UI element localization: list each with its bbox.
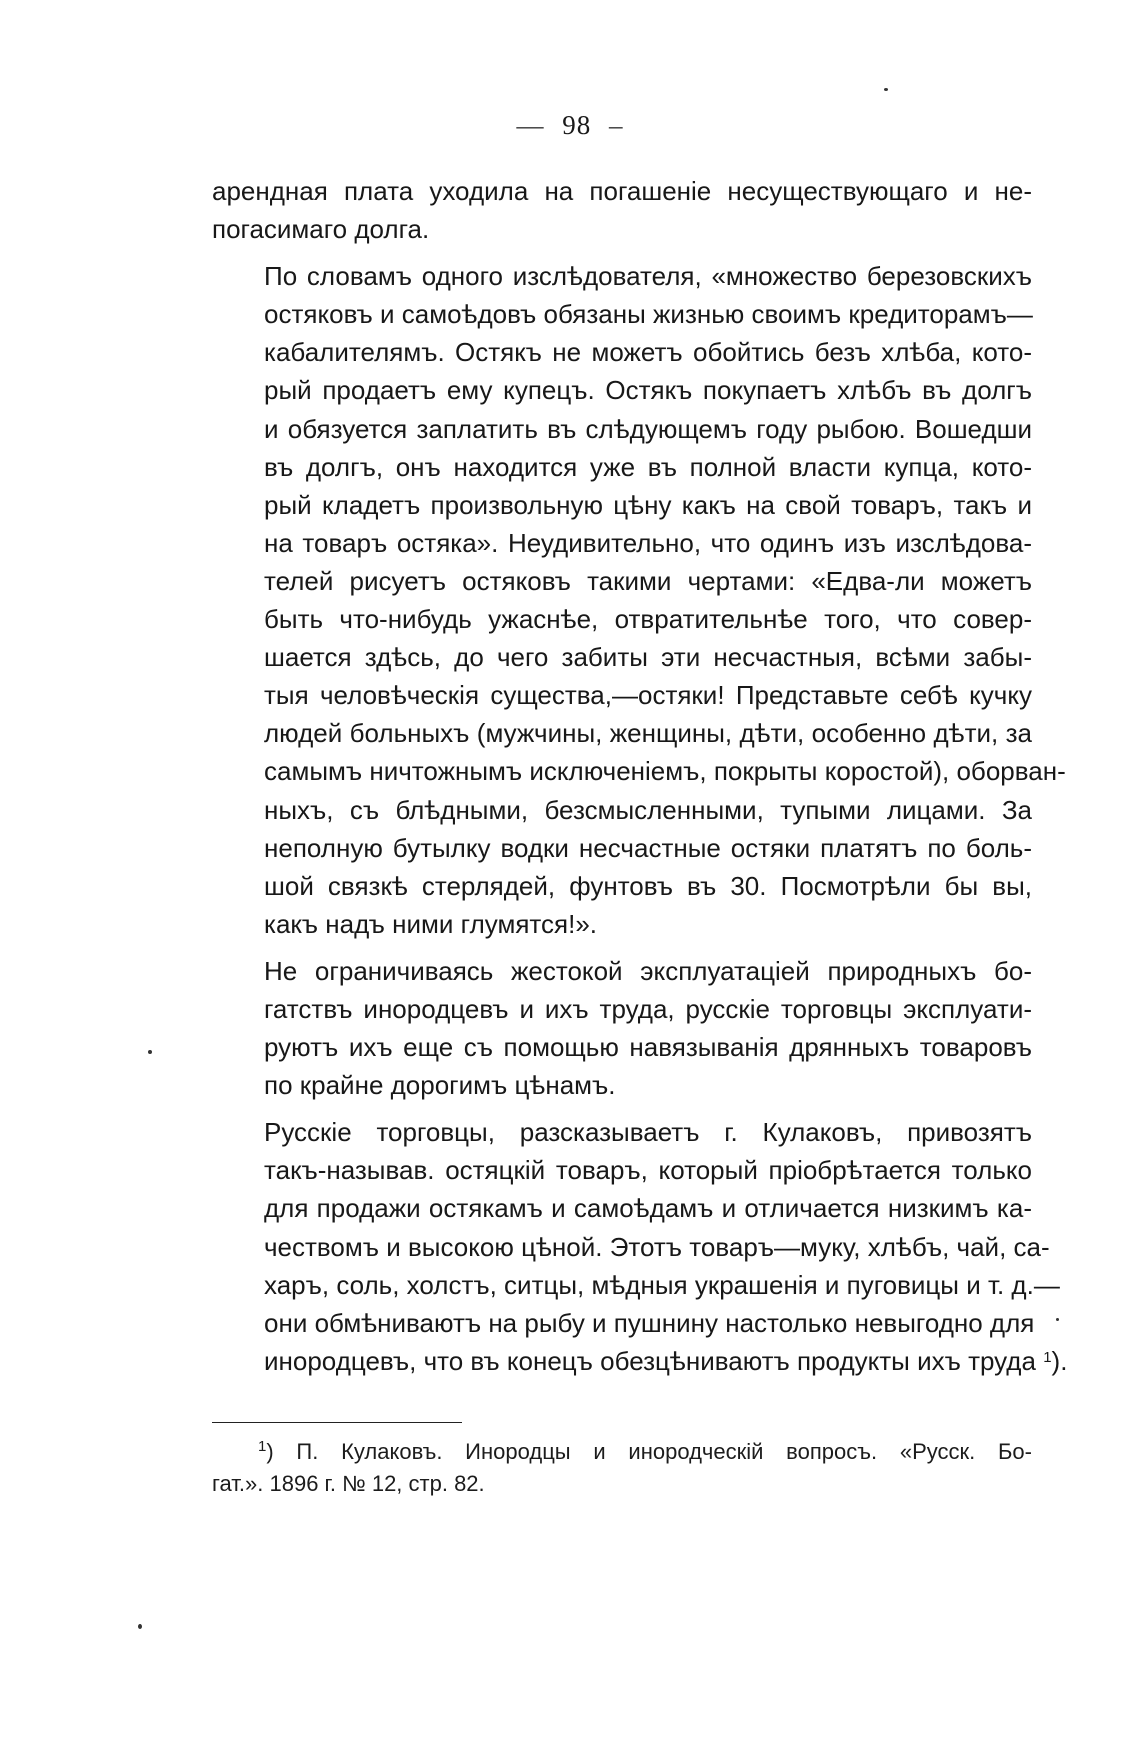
text-line: рый продаетъ ему купецъ. Остякъ покупаетъ хлѣбъ въ долгъ <box>264 375 1032 406</box>
text-line: ныхъ, съ блѣдными, безсмысленными, тупыми лицами. За <box>264 794 1032 825</box>
text-line: руютъ ихъ еще съ помощью навязыванія дрянныхъ товаровъ <box>264 1032 1032 1063</box>
text-line: какъ надъ ними глумятся!». <box>264 908 597 939</box>
text-line <box>212 1342 1068 1380</box>
text-line: они обмѣниваютъ на рыбу и пушнину настолько невыгодно для <box>264 1307 1035 1338</box>
text-line: арендная плата уходила на погашеніе несуществующаго и не- <box>212 176 1032 206</box>
paragraph <box>212 1113 1068 1380</box>
scan-speck <box>884 88 888 91</box>
text-line: для продажи остякамъ и самоѣдамъ и отличается низкимъ ка- <box>264 1193 1032 1224</box>
footnote-separator <box>212 1422 462 1423</box>
text-line: шается здѣсь, до чего забиты эти несчастныя, всѣми забы- <box>264 642 1032 673</box>
paragraph <box>212 952 1032 1104</box>
text-line: чествомъ и высокою цѣной. Этотъ товаръ—муку, хлѣбъ, чай, са- <box>264 1231 1050 1262</box>
scan-speck <box>148 1050 152 1054</box>
text-line: самымъ ничтожнымъ исключеніемъ, покрыты коростой), оборван- <box>264 756 1066 787</box>
header-dash-left: — <box>516 110 545 140</box>
footnote-marker: 1 <box>258 1438 267 1455</box>
text-line: на товаръ остяка». Неудивительно, что одинъ изъ изслѣдова- <box>264 527 1032 558</box>
text-line: неполную бутылку водки несчастные остяки платятъ по боль- <box>264 832 1032 863</box>
paragraph <box>212 257 1066 943</box>
text-line: харъ, соль, холстъ, ситцы, мѣдныя украшенія и пуговицы и т. д.— <box>264 1269 1060 1300</box>
footnote-line-2: гат.». 1896 г. № 12, стр. 82. <box>212 1471 485 1496</box>
text-line-content: инородцевъ, что въ конецъ обезцѣниваютъ продукты ихъ труда <box>264 1345 1036 1376</box>
text-line: быть что-нибудь ужаснѣе, отвратительнѣе того, что совер- <box>264 604 1032 635</box>
text-line: остяковъ и самоѣдовъ обязаны жизнью своимъ кредиторамъ— <box>264 299 1033 330</box>
text-line: телей рисуетъ остяковъ такими чертами: «Едва-ли можетъ <box>264 565 1032 596</box>
text-line: Русскіе торговцы, разсказываетъ г. Кулаковъ, привозятъ <box>264 1117 1032 1148</box>
page-header <box>0 110 1140 141</box>
text-line: гатствъ инородцевъ и ихъ труда, русскіе торговцы эксплуати- <box>264 993 1032 1024</box>
scan-speck <box>138 1624 142 1629</box>
text-line: такъ-называв. остяцкій товаръ, который пріобрѣтается только <box>264 1155 1032 1186</box>
text-line: рый кладетъ произвольную цѣну какъ на свой товаръ, такъ и <box>264 489 1032 520</box>
text-line-tail: ). <box>1051 1345 1068 1376</box>
text-line: людей больныхъ (мужчины, женщины, дѣти, особенно дѣти, за <box>264 718 1032 749</box>
footnote-text-1: ) П. Кулаковъ. Инородцы и инородческій вопросъ. «Русск. Бо- <box>266 1439 1032 1464</box>
text-line: тыя человѣческія существа,—остяки! Представьте себѣ кучку <box>264 680 1032 711</box>
header-dash-right: – <box>609 110 624 140</box>
text-line: погасимаго долга. <box>212 214 430 245</box>
text-line: по крайне дорогимъ цѣнамъ. <box>264 1070 616 1101</box>
text-line: и обязуется заплатить въ слѣдующемъ году рыбою. Вошедши <box>264 413 1032 444</box>
page-number: 98 <box>562 110 592 140</box>
text-line: шой связкѣ стерлядей, фунтовъ въ 30. Посмотрѣли бы вы, <box>264 870 1032 901</box>
scan-speck <box>1056 1318 1059 1321</box>
text-line: въ долгъ, онъ находится уже въ полной власти купца, кото- <box>264 451 1032 482</box>
text-line: Не ограничиваясь жестокой эксплуатаціей природныхъ бо- <box>264 955 1032 986</box>
text-line: По словамъ одного изслѣдователя, «множество березовскихъ <box>264 261 1032 292</box>
footnote-line-1 <box>212 1436 1032 1468</box>
footnote-reference[interactable]: 1 <box>1043 1348 1052 1366</box>
paragraph <box>212 172 1032 248</box>
footnote <box>212 1436 1032 1500</box>
page-body-text <box>212 172 1068 1380</box>
text-line: кабалителямъ. Остякъ не можетъ обойтись безъ хлѣба, кото- <box>264 337 1032 368</box>
